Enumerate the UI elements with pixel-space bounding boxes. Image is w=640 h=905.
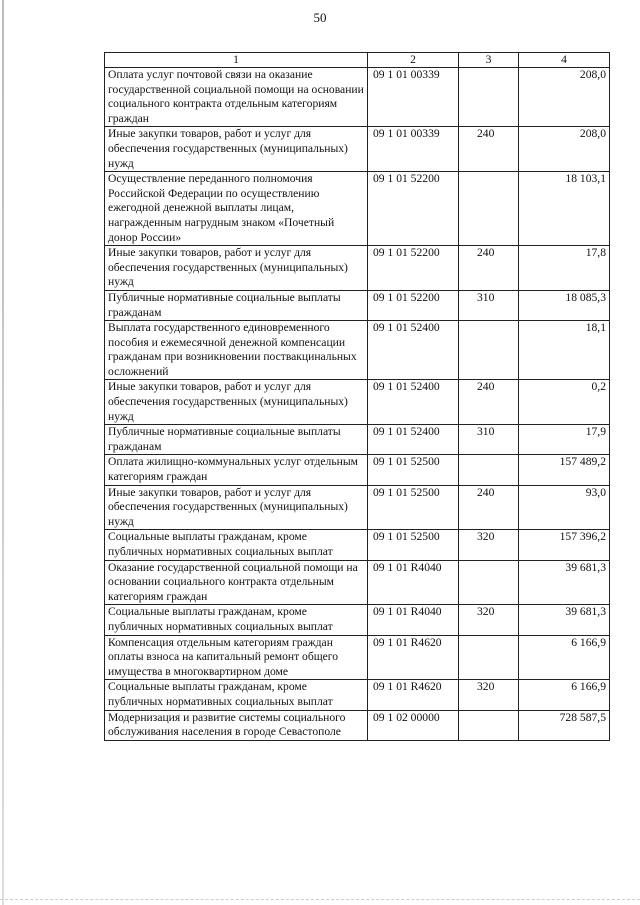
column-header-2: 2	[368, 53, 459, 68]
scan-bottom-mark	[0, 899, 640, 901]
row-amount-cell: 157 489,2	[519, 455, 610, 485]
row-code-cell: 09 1 01 52500	[368, 455, 459, 485]
table-body	[105, 68, 610, 741]
row-code-cell: 09 1 01 52400	[368, 321, 459, 380]
row-code-cell: 09 1 01 52200	[368, 290, 459, 320]
row-code-cell: 09 1 01 R4620	[368, 635, 459, 680]
row-type-cell: 320	[459, 605, 519, 635]
row-name-cell: Иные закупки товаров, работ и услуг для обеспечения государственных (муниципальных) нужд	[105, 246, 368, 291]
row-amount-cell: 18 085,3	[519, 290, 610, 320]
table-row	[105, 485, 610, 530]
row-amount-cell: 6 166,9	[519, 635, 610, 680]
row-amount-cell: 208,0	[519, 68, 610, 127]
row-type-cell	[459, 455, 519, 485]
row-name-cell: Социальные выплаты гражданам, кроме публичных нормативных социальных выплат	[105, 530, 368, 560]
row-name-cell: Публичные нормативные социальные выплаты гражданам	[105, 425, 368, 455]
row-name-cell: Социальные выплаты гражданам, кроме публичных нормативных социальных выплат	[105, 605, 368, 635]
row-code-cell: 09 1 01 52400	[368, 425, 459, 455]
budget-table	[104, 52, 610, 741]
row-code-cell: 09 1 01 00339	[368, 127, 459, 172]
row-name-cell: Оплата жилищно-коммунальных услуг отдельным категориям граждан	[105, 455, 368, 485]
table-row	[105, 710, 610, 740]
row-code-cell: 09 1 01 00339	[368, 68, 459, 127]
row-type-cell: 240	[459, 246, 519, 291]
table-row	[105, 127, 610, 172]
row-code-cell: 09 1 01 R4040	[368, 560, 459, 605]
row-type-cell	[459, 321, 519, 380]
row-code-cell: 09 1 02 00000	[368, 710, 459, 740]
table-row	[105, 290, 610, 320]
row-type-cell: 240	[459, 127, 519, 172]
page-number: 50	[313, 10, 327, 25]
row-name-cell: Иные закупки товаров, работ и услуг для обеспечения государственных (муниципальных) нужд	[105, 380, 368, 425]
row-type-cell	[459, 172, 519, 246]
row-type-cell: 320	[459, 530, 519, 560]
column-header-1: 1	[105, 53, 368, 68]
row-name-cell: Иные закупки товаров, работ и услуг для обеспечения государственных (муниципальных) нужд	[105, 485, 368, 530]
table-row	[105, 680, 610, 710]
table-row	[105, 68, 610, 127]
table-row	[105, 246, 610, 291]
row-type-cell: 320	[459, 680, 519, 710]
table-row	[105, 380, 610, 425]
row-name-cell: Компенсация отдельным категориям граждан оплаты взноса на капитальный ремонт общего имущества в многоквартирном доме	[105, 635, 368, 680]
row-code-cell: 09 1 01 52200	[368, 246, 459, 291]
row-name-cell: Иные закупки товаров, работ и услуг для обеспечения государственных (муниципальных) нужд	[105, 127, 368, 172]
row-name-cell: Публичные нормативные социальные выплаты гражданам	[105, 290, 368, 320]
table-row	[105, 425, 610, 455]
row-type-cell	[459, 560, 519, 605]
table-row	[105, 605, 610, 635]
row-name-cell: Выплата государственного единовременного пособия и ежемесячной денежной компенсации гражданам при возникновении поствакцинальных осложнений	[105, 321, 368, 380]
row-amount-cell: 208,0	[519, 127, 610, 172]
row-amount-cell: 17,9	[519, 425, 610, 455]
table-row	[105, 455, 610, 485]
table-header-row	[105, 53, 610, 68]
row-amount-cell: 18,1	[519, 321, 610, 380]
row-type-cell	[459, 635, 519, 680]
row-amount-cell: 0,2	[519, 380, 610, 425]
row-code-cell: 09 1 01 R4040	[368, 605, 459, 635]
table-row	[105, 635, 610, 680]
row-amount-cell: 6 166,9	[519, 680, 610, 710]
row-type-cell	[459, 710, 519, 740]
row-code-cell: 09 1 01 52500	[368, 530, 459, 560]
column-header-4: 4	[519, 53, 610, 68]
row-name-cell: Оплата услуг почтовой связи на оказание государственной социальной помощи на основании социального контракта отдельным категориям граждан	[105, 68, 368, 127]
row-code-cell: 09 1 01 52400	[368, 380, 459, 425]
row-name-cell: Социальные выплаты гражданам, кроме публичных нормативных социальных выплат	[105, 680, 368, 710]
row-amount-cell: 39 681,3	[519, 560, 610, 605]
row-type-cell: 240	[459, 380, 519, 425]
row-code-cell: 09 1 01 R4620	[368, 680, 459, 710]
row-amount-cell: 728 587,5	[519, 710, 610, 740]
row-type-cell: 240	[459, 485, 519, 530]
row-amount-cell: 157 396,2	[519, 530, 610, 560]
row-type-cell: 310	[459, 425, 519, 455]
row-name-cell: Оказание государственной социальной помощи на основании социального контракта отдельным категориям граждан	[105, 560, 368, 605]
table-row	[105, 530, 610, 560]
column-header-3: 3	[459, 53, 519, 68]
row-amount-cell: 17,8	[519, 246, 610, 291]
table-row	[105, 172, 610, 246]
row-amount-cell: 93,0	[519, 485, 610, 530]
row-code-cell: 09 1 01 52500	[368, 485, 459, 530]
row-code-cell: 09 1 01 52200	[368, 172, 459, 246]
row-type-cell	[459, 68, 519, 127]
row-name-cell: Осуществление переданного полномочия Российской Федерации по осуществлению ежегодной денежной выплаты лицам, награжденным нагрудным знаком «Почетный донор России»	[105, 172, 368, 246]
row-amount-cell: 18 103,1	[519, 172, 610, 246]
row-type-cell: 310	[459, 290, 519, 320]
scan-edge-mark	[2, 0, 4, 905]
row-name-cell: Модернизация и развитие системы социального обслуживания населения в городе Севастополе	[105, 710, 368, 740]
table-row	[105, 321, 610, 380]
table-row	[105, 560, 610, 605]
row-amount-cell: 39 681,3	[519, 605, 610, 635]
